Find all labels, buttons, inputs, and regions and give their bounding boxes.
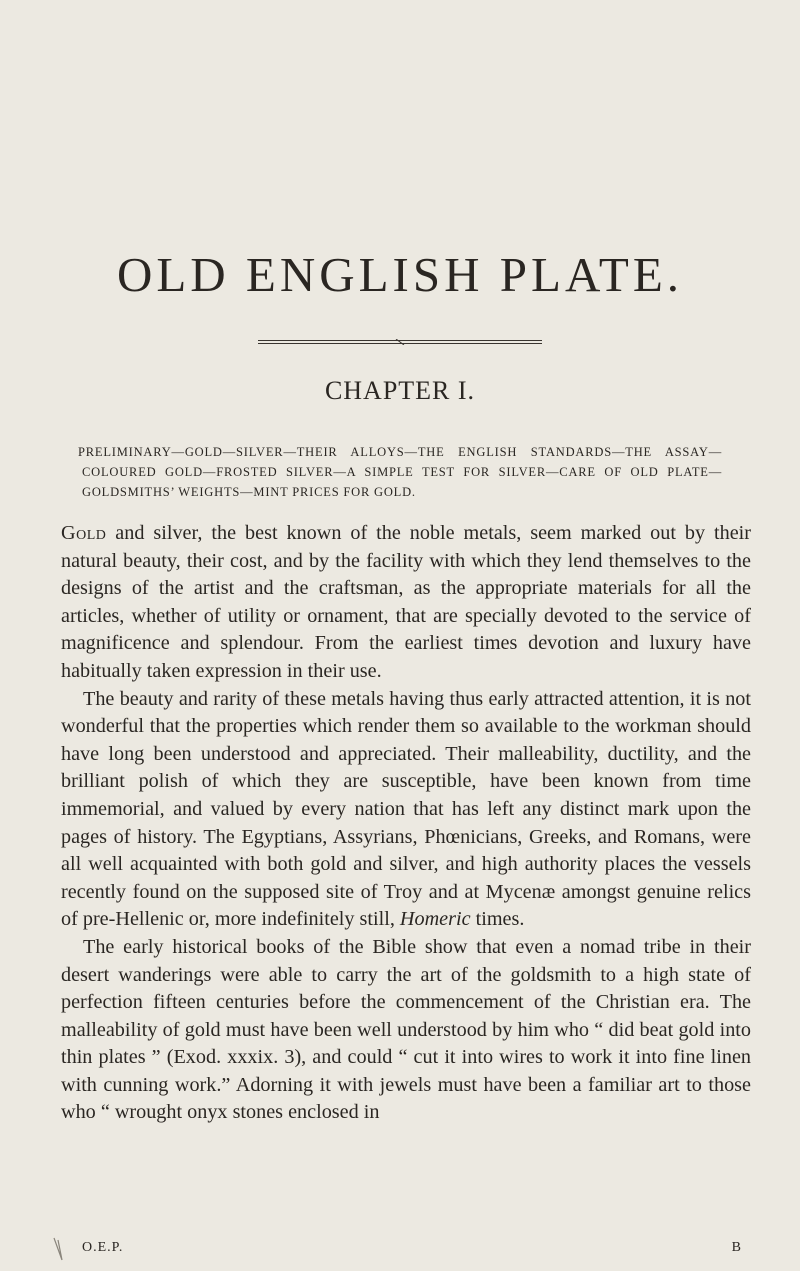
paragraph-1-lead-word: Gold: [61, 522, 107, 544]
paragraph-2: [61, 686, 751, 934]
paragraph-2-italic-word: Homeric: [399, 908, 471, 931]
signature-mark-right: B: [731, 1240, 742, 1255]
body-text: [61, 520, 751, 1127]
paragraph-2-text-after: times.: [470, 908, 525, 931]
paragraph-2-text-before: The beauty and rarity of these metals having thus early attracted attention, it is not wonderful that the properties which render them so available to the workman should have long been understood and appreciated. Their malleability, ductility, and the brilliant polish of which they are susceptible, have been known from time immemorial, and valued by every nation that has left any distinct mark upon the pages of history. The Egyptians, Assyrians, Phœnicians, Greeks, and Romans, were all well acquainted with both gold and silver, and high authority places the vessels recently found on the supposed site of Troy and at Mycenæ amongst genuine relics of pre-Hellenic or, more indefinitely still,: [61, 687, 751, 931]
book-title: OLD ENGLISH PLATE.: [116, 247, 684, 302]
chapter-heading: CHAPTER I.: [324, 376, 476, 405]
paragraph-3: The early historical books of the Bible show that even a nomad tribe in their desert wanderings were able to carry the art of the goldsmith to a high state of perfection fifteen centuries before the commencement of the Christian era. The malleability of gold must have been well understood by him who “ did beat gold into thin plates ” (Exod. xxxix. 3), and could “ cut it into wires to work it into fine linen with cunning work.” Adorning it with jewels must have been a familiar art to those who “ wrought onyx stones enclosed in: [61, 935, 751, 1124]
ornamental-rule: [258, 339, 542, 345]
paragraph-1-text: and silver, the best known of the noble metals, seem marked out by their natural beauty, their cost, and by the facility with which they lend themselves to the designs of the artist and the craftsman, as the appropriate materials for all the articles, whether of utility or ornament, that are specially devoted to the service of magnificence and splendour. From the earliest times devotion and luxury have habitually taken expression in their use.: [61, 522, 751, 682]
signature-mark-left: O.E.P.: [82, 1240, 124, 1255]
pencil-margin-mark-icon: [52, 1236, 72, 1262]
paragraph-1: [61, 520, 751, 686]
chapter-synopsis: PRELIMINARY—GOLD—SILVER—THEIR ALLOYS—THE ENGLISH STANDARDS—THE ASSAY—COLOURED GOLD—FROSTED SILVER—A SIMPLE TEST FOR SILVER—CARE OF OLD PLATE—GOLDSMITHS’ WEIGHTS—MINT PRICES FOR GOLD.: [78, 445, 722, 499]
